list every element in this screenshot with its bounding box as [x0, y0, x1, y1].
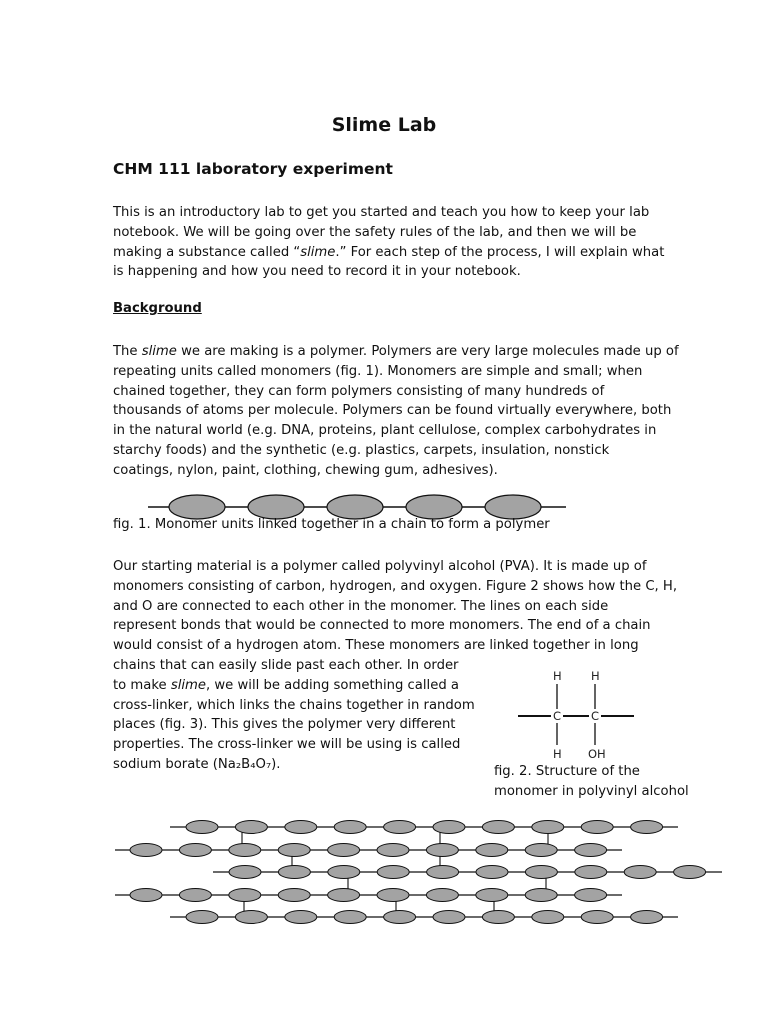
monomer-unit — [278, 866, 310, 879]
monomer-unit — [186, 911, 218, 924]
monomer-unit — [377, 844, 409, 857]
pva-line: chains that can easily slide past each other. In order — [113, 657, 459, 673]
monomer-unit — [130, 844, 162, 857]
monomer-unit — [482, 821, 514, 834]
background-line: repeating units called monomers (fig. 1). Monomers are simple and small; when — [113, 363, 643, 379]
fig2-caption-line: fig. 2. Structure of the — [494, 764, 640, 779]
monomer-unit — [532, 911, 564, 924]
monomer-unit — [631, 911, 663, 924]
pva-line: Our starting material is a polymer called polyvinyl alcohol (PVA). It is made up of — [113, 559, 647, 574]
atom-c-right: C — [591, 709, 600, 723]
pva-line: and O are connected to each other in the monomer. The lines on each side — [113, 598, 609, 614]
intro-line: This is an introductory lab to get you started and teach you how to keep your lab — [113, 205, 650, 220]
monomer-unit — [433, 821, 465, 834]
monomer-unit — [179, 889, 211, 902]
monomer-unit — [624, 866, 656, 879]
monomer-unit — [575, 844, 607, 857]
monomer-unit — [525, 866, 557, 879]
monomer-unit — [384, 821, 416, 834]
fig2-caption-line: monomer in polyvinyl alcohol — [494, 783, 689, 799]
monomer-unit — [285, 821, 317, 834]
monomer-unit — [575, 866, 607, 879]
pva-line: places (fig. 3). This gives the polymer very different — [113, 717, 456, 733]
monomer-unit — [575, 889, 607, 902]
background-line: chained together, they can form polymers consisting of many hundreds of — [113, 383, 605, 399]
monomer-unit — [674, 866, 706, 879]
monomer-unit — [130, 889, 162, 902]
background-heading: Background — [113, 301, 202, 316]
monomer-unit — [581, 911, 613, 924]
monomer-unit — [186, 821, 218, 834]
monomer-unit — [334, 911, 366, 924]
monomer-unit — [482, 911, 514, 924]
slime-term: slime — [141, 344, 177, 359]
slime-term: slime — [300, 244, 336, 260]
monomer-unit — [278, 889, 310, 902]
monomer-unit — [229, 889, 261, 902]
monomer-unit — [377, 889, 409, 902]
monomer-unit — [433, 911, 465, 924]
background-line: in the natural world (e.g. DNA, proteins, plant cellulose, complex carbohydrates in — [113, 423, 657, 439]
monomer-unit — [278, 844, 310, 857]
intro-line: making a substance called “slime.” For each step of the process, I will explain what — [113, 244, 665, 260]
monomer-unit — [235, 911, 267, 924]
monomer-unit — [384, 911, 416, 924]
monomer-unit — [328, 844, 360, 857]
pva-line: represent bonds that would be connected to more monomers. The end of a chain — [113, 618, 651, 634]
fig3-chains — [115, 821, 722, 924]
monomer-unit — [285, 911, 317, 924]
monomer-unit — [334, 821, 366, 834]
monomer-unit — [581, 821, 613, 834]
background-line: thousands of atoms per molecule. Polymers can be found virtually everywhere, both — [113, 403, 672, 419]
pva-line: sodium borate (Na₂B₄O₇). — [113, 756, 281, 772]
monomer-unit — [377, 866, 409, 879]
atom-h-bottom: H — [553, 747, 562, 761]
pva-line: properties. The cross-linker we will be using is called — [113, 737, 461, 753]
monomer-unit — [229, 866, 261, 879]
monomer-unit — [235, 821, 267, 834]
atom-oh-bottom: OH — [588, 747, 606, 761]
background-line: coatings, nylon, paint, clothing, chewing gum, adhesives). — [113, 462, 498, 478]
monomer-unit — [328, 866, 360, 879]
monomer-unit — [476, 866, 508, 879]
monomer-unit — [476, 889, 508, 902]
document-subtitle: CHM 111 laboratory experiment — [113, 160, 393, 178]
intro-line: is happening and how you need to record it in your notebook. — [113, 264, 521, 280]
document-title: Slime Lab — [331, 114, 437, 136]
slime-term: slime — [170, 677, 207, 693]
monomer-unit — [426, 844, 458, 857]
monomer-unit — [426, 889, 458, 902]
pva-line: would consist of a hydrogen atom. These monomers are linked together in long — [113, 638, 639, 654]
atom-c-left: C — [553, 709, 562, 723]
monomer-unit — [328, 889, 360, 902]
background-line: starchy foods) and the synthetic (e.g. plastics, carpets, insulation, nonstick — [113, 442, 610, 458]
pva-line: cross-linker, which links the chains together in random — [113, 697, 475, 713]
monomer-unit — [525, 844, 557, 857]
fig1-caption: fig. 1. Monomer units linked together in a chain to form a polymer — [113, 517, 550, 532]
monomer-unit — [427, 866, 459, 879]
monomer-unit — [476, 844, 508, 857]
pva-line: to make slime, we will be adding something called a — [113, 677, 459, 693]
monomer-unit — [179, 844, 211, 857]
monomer-unit — [525, 889, 557, 902]
pva-line: monomers consisting of carbon, hydrogen, and oxygen. Figure 2 shows how the C, H, — [113, 578, 678, 594]
intro-line: notebook. We will be going over the safety rules of the lab, and then we will be — [113, 224, 637, 240]
monomer-unit — [532, 821, 564, 834]
atom-h-top-left: H — [553, 669, 562, 683]
monomer-unit — [631, 821, 663, 834]
atom-h-top-right: H — [591, 669, 600, 683]
background-line: The slime we are making is a polymer. Polymers are very large molecules made up of — [113, 344, 679, 359]
monomer-unit — [229, 844, 261, 857]
